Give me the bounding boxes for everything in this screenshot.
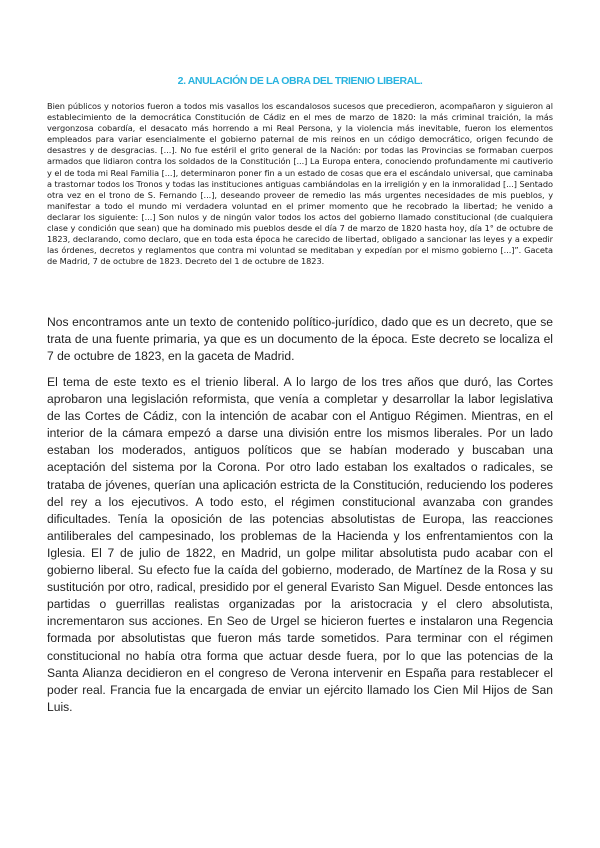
- paragraph-analysis: El tema de este texto es el trienio liberal. A lo largo de los tres años que duró, las Cortes aprobaron una legislación reformista, que venía a completar y desarrollar la labor legislativa de las Cortes de Cádiz, con la intención de acabar con el Antiguo Régimen. Mientras, en el interior de la cámara empezó a darse una división entre los mismos liberales. Por un lado estaban los moderados, antiguos políticos que se habían moderado y buscaban una aceptación del sistema por la Corona. Por otro lado estaban los exaltados o radicales, se trataba de jóvenes, querían una aplicación estricta de la Constitución, reduciendo los poderes del rey a los ejecutivos. A todo esto, el régimen constitucional avanzaba con grandes dificultades. Tenía la oposición de las potencias absolutistas de Europa, las reacciones antiliberales del campesinado, los problemas de la Hacienda y los enfrentamientos con la Iglesia. El 7 de julio de 1822, en Madrid, un golpe militar absolutista pudo acabar con el gobierno liberal. Su efecto fue la caída del gobierno, moderado, de Martínez de la Rosa y su sustitución por otro, radical, presidido por el general Evaristo San Miguel. Desde entonces las partidas o guerrillas realistas organizadas por la aristocracia y el clero absolutista, incrementaron sus acciones. En Seo de Urgel se hicieron fuertes e instalaron una Regencia formada por absolutistas que fueron más tarde sometidos. Para terminar con el régimen constitucional no había otra forma que actuar desde fuera, por lo que las potencias de la Santa Alianza decidieron en el congreso de Verona intervenir en España para restablecer el poder real. Francia fue la encargada de enviar un ejército llamado los Cien Mil Hijos de San Luis.: [47, 375, 553, 714]
- section-title: 2. ANULACIÓN DE LA OBRA DEL TRIENIO LIBERAL.: [177, 75, 423, 87]
- paragraph-intro: Nos encontramos ante un texto de contenido político-jurídico, dado que es un decreto, que se trata de una fuente primaria, ya que es un documento de la época. Este decreto se localiza el 7 de octubre de 1823, en la gaceta de Madrid.: [47, 315, 553, 364]
- decree-quote: Bien públicos y notorios fueron a todos mis vasallos los escandalosos sucesos que precedieron, acompañaron y siguieron al establecimiento de la democrática Constitución de Cádiz en el mes de marzo de 1820: la más criminal traición, la más vergonzosa cobardía, el desacato más horrendo a mi Real Persona, y la violencia más inevitable, fueron los elementos empleados para variar esencialmente el gobierno paternal de mis reinos en un código democrático, origen fecundo de desastres y de desgracias. [...]. No fue estéril el grito general de la Nación: por todas las Provincias se formaban cuerpos armados que lidiaron contra los soldados de la Constitución [...] La Europa entera, conociendo profundamente mi cautiverio y el de toda mi Real Familia [...], determinaron poner fin a un estado de cosas que era el escándalo universal, que caminaba a trastornar todos los Tronos y todas las instituciones antiguas cambiándolas en la irreligión y en la inmoralidad [...] Sentado otra vez en el trono de S. Fernando [...], deseando proveer de remedio las más urgentes necesidades de mis pueblos, y manifestar a todo el mundo mi verdadera voluntad en el primer momento que he recobrado la libertad; he venido a declarar los siguiente: [...] Son nulos y de ningún valor todos los actos del gobierno llamado constitucional (de cualquiera clase y condición que sean) que ha dominado mis pueblos desde el día 7 de marzo de 1820 hasta hoy, día 1° de octubre de 1823, declarando, como declaro, que en toda esta época he carecido de libertad, obligado a sancionar las leyes y a expedir las órdenes, decretos y reglamentos que contra mi voluntad se meditaban y expedían por el mismo gobierno [...]”. Gaceta de Madrid, 7 de octubre de 1823. Decreto del 1 de octubre de 1823.: [47, 101, 553, 267]
